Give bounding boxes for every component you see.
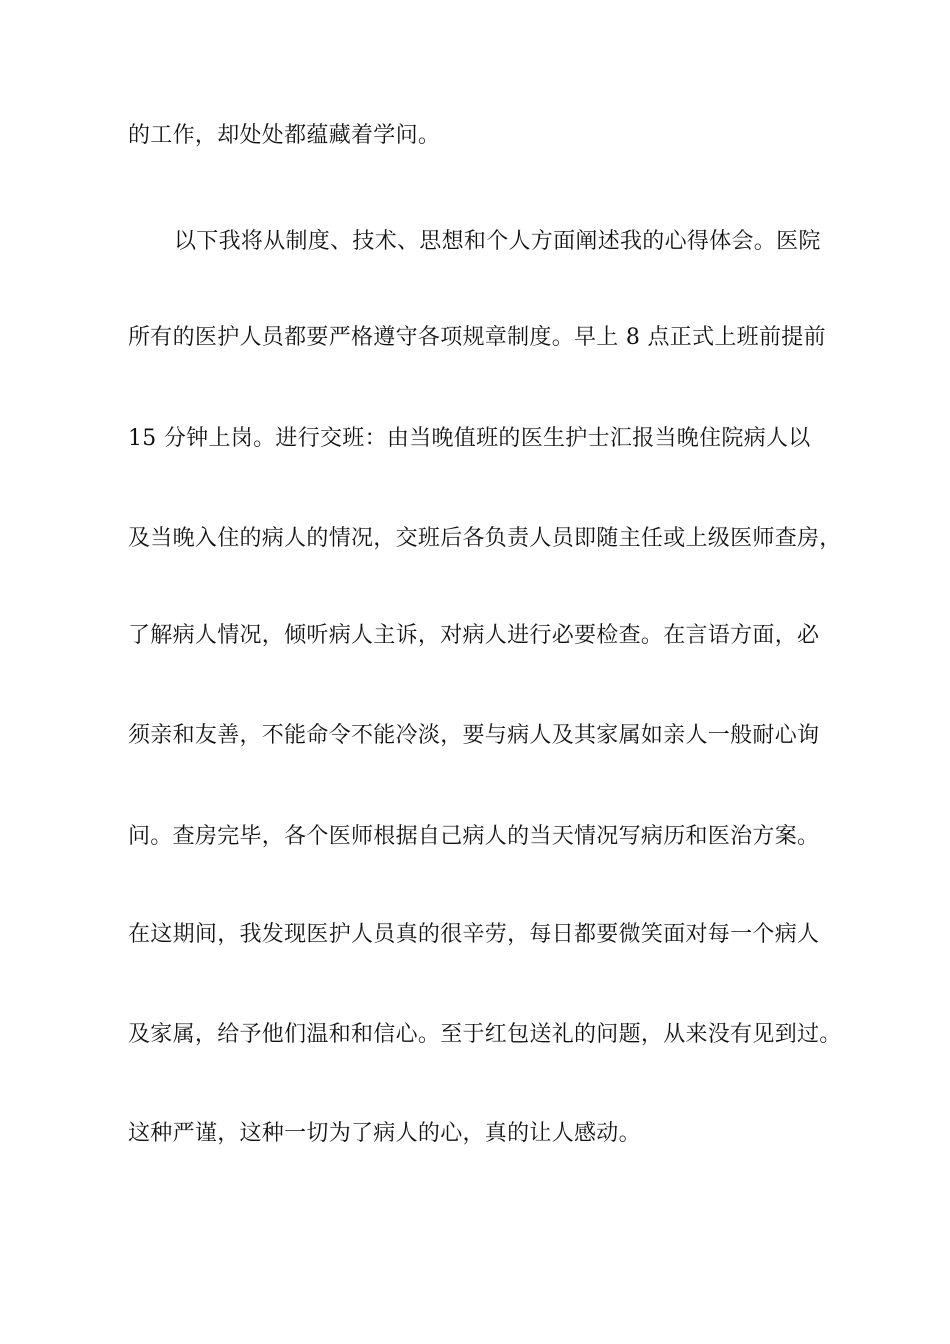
text-line: 须亲和友善，不能命令不能冷淡，要与病人及其家属如亲人一般耐心询 [128, 723, 820, 748]
text-line: 的工作，却处处都蕴藏着学问。 [128, 123, 441, 148]
text-line: 问。查房完毕，各个医师根据自己病人的当天情况写病历和医治方案。 [128, 824, 820, 849]
text-line: 及当晚入住的病人的情况，交班后各负责人员即随主任或上级医师查房， [128, 526, 842, 551]
text-line: 了解病人情况，倾听病人主诉，对病人进行必要检查。在言语方面，必 [128, 623, 820, 648]
text-line: 所有的医护人员都要严格遵守各项规章制度。早上 8 点正式上班前提前 [128, 325, 826, 350]
text-line: 及家属，给予他们温和和信心。至于红包送礼的问题，从来没有见到过。 [128, 1022, 842, 1047]
text-line: 15 分钟上岗。进行交班：由当晚值班的医生护士汇报当晚住院病人以 [128, 426, 811, 451]
paragraph-start-line: 以下我将从制度、技术、思想和个人方面阐述我的心得体会。医院 [174, 229, 821, 254]
text-line: 在这期间，我发现医护人员真的很辛劳，每日都要微笑面对每一个病人 [128, 922, 820, 947]
text-line: 这种严谨，这种一切为了病人的心，真的让人感动。 [128, 1121, 641, 1146]
